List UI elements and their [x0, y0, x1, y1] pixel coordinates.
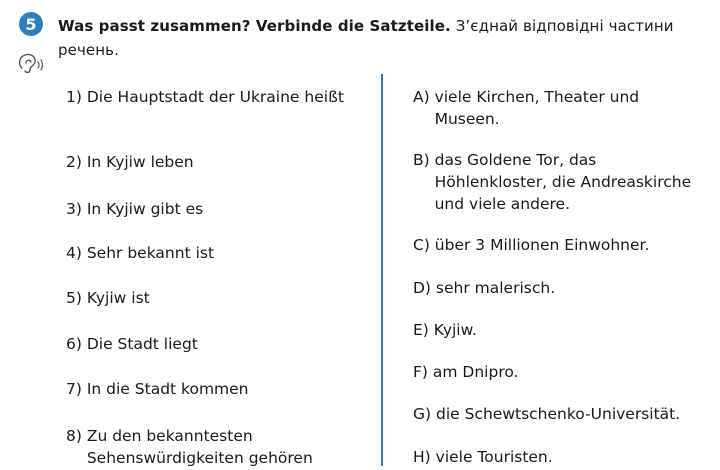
task-instruction: [58, 14, 708, 62]
left-item-6: 6) Die Stadt liegt: [66, 335, 198, 353]
right-item-b: B) das Goldene Tor, das Höhlenkloster, die Andreaskirche und viele andere.: [413, 151, 692, 213]
left-item-5: 5) Kyjiw ist: [66, 289, 150, 307]
column-divider: [381, 74, 383, 466]
right-item-f: F) am Dnipro.: [413, 363, 519, 381]
right-item-h: H) viele Touristen.: [413, 448, 553, 466]
right-item-d: D) sehr malerisch.: [413, 279, 556, 297]
right-item-a: A) viele Kirchen, Theater und Museen.: [413, 88, 640, 128]
instruction-ukrainian: З’єднай відповідні частини речень.: [58, 17, 674, 59]
left-item-2: 2) In Kyjiw leben: [66, 153, 194, 171]
left-item-3: 3) In Kyjiw gibt es: [66, 200, 204, 218]
left-item-4: 4) Sehr bekannt ist: [66, 244, 215, 262]
right-item-e: E) Kyjiw.: [413, 321, 477, 339]
left-item-1: 1) Die Hauptstadt der Ukraine heißt: [66, 88, 344, 106]
exercise-number-badge: 5: [19, 12, 43, 36]
listening-ear-icon: [16, 52, 46, 74]
left-item-8: 8) Zu den bekanntesten Sehenswürdigkeiten gehören: [66, 427, 313, 467]
instruction-german: Was passt zusammen? Verbinde die Satzteile.: [58, 17, 451, 35]
left-item-7: 7) In die Stadt kommen: [66, 380, 249, 398]
right-item-g: G) die Schewtschenko-Universität.: [413, 405, 681, 423]
right-item-c: C) über 3 Millionen Einwohner.: [413, 236, 650, 254]
